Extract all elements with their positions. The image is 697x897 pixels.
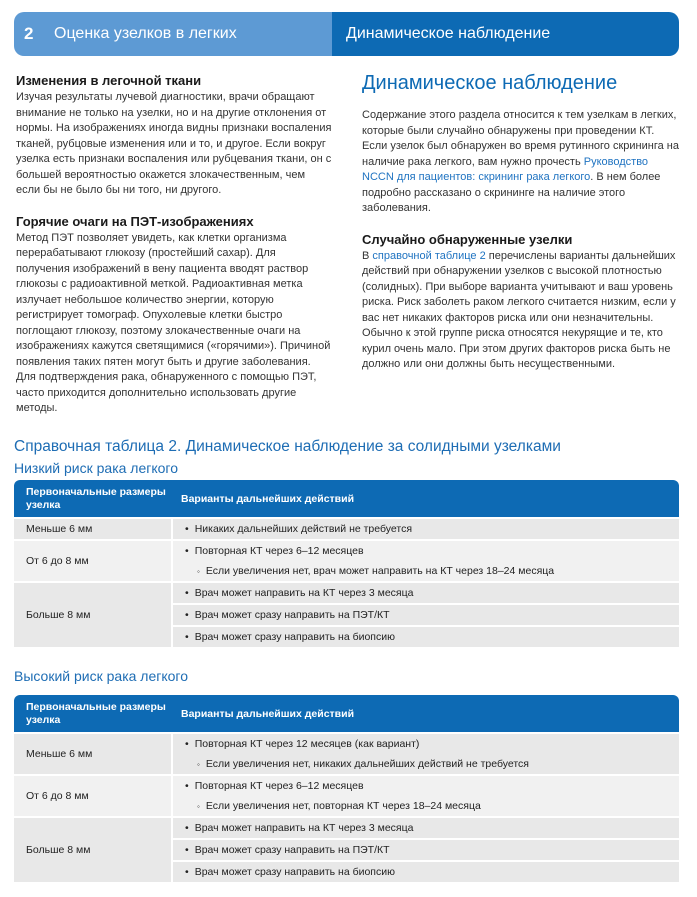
table-row	[14, 581, 679, 647]
section-heading: Горячие очаги на ПЭТ-изображениях	[16, 213, 254, 229]
action-subitem	[173, 754, 679, 774]
actions-cell	[173, 583, 679, 647]
action-text: Врач может сразу направить на биопсию	[194, 866, 395, 878]
action-item	[173, 583, 679, 603]
bullet-icon: •	[185, 609, 189, 621]
size-cell: От 6 до 8 мм	[14, 541, 171, 581]
action-text: Если увеличения нет, никаких дальнейших действий не требуется	[205, 758, 529, 770]
actions-cell	[173, 818, 679, 882]
col-size-header: Первоначальные размеры узелка	[26, 486, 166, 511]
bullet-icon: •	[185, 866, 189, 878]
action-item	[173, 541, 679, 561]
size-cell: Меньше 6 мм	[14, 734, 171, 774]
action-item	[173, 734, 679, 754]
action-subitem	[173, 796, 679, 816]
action-subitem	[173, 561, 679, 581]
paragraph	[362, 249, 680, 373]
low-risk-table	[14, 480, 679, 647]
action-text: Врач может сразу направить на ПЭТ/КТ	[194, 844, 390, 856]
action-text: Врач может направить на КТ через 3 месяца	[194, 822, 414, 834]
high-risk-subtitle: Высокий риск рака легкого	[14, 668, 189, 684]
action-text: Если увеличения нет, повторная КТ через 18–24 месяца	[205, 800, 481, 812]
paragraph	[362, 108, 680, 217]
bullet-icon: •	[185, 780, 189, 792]
sub-bullet-icon: ◦	[197, 801, 200, 811]
section-tab	[14, 12, 332, 56]
nccn-guide-link[interactable]: Руководство NCCN для пациентов: скрининг рака легкого	[362, 155, 649, 183]
bullet-icon: •	[185, 631, 189, 643]
table-ref-link[interactable]: справочной таблице 2	[372, 249, 486, 262]
paragraph: Метод ПЭТ позволяет увидеть, как клетки организма перерабатывают глюкозу (простейший сахар). Для получения изображений в вену пациента вводят раствор глюкозы с радиоактивной меткой. Радиоактивная метка излучает небольшое количество энергии, которую регистрирует томограф. Опухолевые клетки быстро поглощают глюкозу, поэтому злокачественные очаги на изображениях кажутся светящимися («горячими»). Причиной появления таких пятен могут быть и другие заболевания. Для подтверждения рака, обнаруженного с помощью ПЭТ, часто приходится дополнительно использовать другие методы.	[16, 231, 331, 414]
action-item	[173, 776, 679, 796]
chapter-title: Динамическое наблюдение	[332, 12, 679, 56]
action-text: Повторная КТ через 6–12 месяцев	[194, 545, 364, 557]
paragraph: Изучая результаты лучевой диагностики, врачи обращают внимание не только на узелки, но и на другие отклонения от нормы. На изображениях иногда видны признаки воспаления тканей, рубцовые изменения или и то, и другое. Если вокруг узелка есть признаки воспаления или рубцевания ткани, он с большей вероятностью окажется злокачественным, чем если бы не было бы ни того, ни другого.	[16, 91, 332, 196]
bullet-icon: •	[185, 738, 189, 750]
size-cell: Больше 8 мм	[14, 583, 171, 647]
text-run: Содержание этого раздела относится к тем узелкам в легких, которые были случайно обнаружены при проведении КТ. Если узелок был обнаружен во время рутинного скрининга на наличие рака легкого, вам нужно прочесть	[362, 109, 679, 168]
size-cell: Больше 8 мм	[14, 818, 171, 882]
text-run: перечислены варианты дальнейших действий при обнаружении узелков с высокой плотностью (солидных). При выборе варианта учитывают и ваш уровень риска. Риск заболеть раком легкого считается низким, если у вас нет никаких факторов риска или они незначительны. Обычно к этой группе риска относятся некурящие и те, кто курил очень мало. При этом других факторов риска быть не должно или они должны быть несущественными.	[362, 249, 676, 370]
action-text: Повторная КТ через 12 месяцев (как вариант)	[194, 738, 420, 750]
table-row	[14, 774, 679, 816]
table-row	[14, 816, 679, 882]
actions-cell	[173, 776, 679, 816]
right-column	[362, 70, 680, 387]
high-risk-table	[14, 695, 679, 882]
bullet-icon: •	[185, 587, 189, 599]
table-title: Справочная таблица 2. Динамическое наблюдение за солидными узелками	[14, 438, 561, 455]
action-text: Если увеличения нет, врач может направить на КТ через 18–24 месяца	[205, 565, 555, 577]
action-item	[173, 625, 679, 647]
table-row	[14, 517, 679, 539]
bullet-icon: •	[185, 523, 189, 535]
actions-cell	[173, 519, 679, 539]
sub-bullet-icon: ◦	[197, 759, 200, 769]
actions-cell	[173, 541, 679, 581]
action-item	[173, 860, 679, 882]
table-row	[14, 539, 679, 581]
text-run: В	[362, 249, 373, 262]
action-text: Никаких дальнейших действий не требуется	[194, 523, 413, 535]
action-text: Врач может сразу направить на биопсию	[194, 631, 395, 643]
action-item	[173, 838, 679, 860]
bullet-icon: •	[185, 822, 189, 834]
section-number: 2	[24, 24, 34, 43]
text-run: . В нем более подробно рассказано о скрининге на наличие этого заболевания.	[362, 171, 661, 214]
sub-bullet-icon: ◦	[197, 566, 200, 576]
section-title: Оценка узелков в легких	[54, 25, 237, 42]
table-row	[14, 732, 679, 774]
action-text: Повторная КТ через 6–12 месяцев	[194, 780, 364, 792]
table-header	[14, 480, 679, 517]
col-size-header: Первоначальные размеры узелка	[26, 701, 166, 726]
action-item	[173, 603, 679, 625]
size-cell: Меньше 6 мм	[14, 519, 171, 539]
left-column	[16, 72, 332, 431]
low-risk-subtitle: Низкий риск рака легкого	[14, 460, 179, 476]
bullet-icon: •	[185, 545, 189, 557]
col-actions-header: Варианты дальнейших действий	[181, 492, 355, 505]
table-header	[14, 695, 679, 732]
action-text: Врач может направить на КТ через 3 месяца	[194, 587, 414, 599]
right-title: Динамическое наблюдение	[362, 72, 618, 94]
action-item	[173, 818, 679, 838]
col-actions-header: Варианты дальнейших действий	[181, 707, 355, 720]
action-text: Врач может сразу направить на ПЭТ/КТ	[194, 609, 390, 621]
size-cell: От 6 до 8 мм	[14, 776, 171, 816]
section-heading: Случайно обнаруженные узелки	[362, 231, 573, 247]
page-header	[14, 12, 679, 56]
section-heading: Изменения в легочной ткани	[16, 73, 202, 88]
actions-cell	[173, 734, 679, 774]
action-item	[173, 519, 679, 539]
bullet-icon: •	[185, 844, 189, 856]
